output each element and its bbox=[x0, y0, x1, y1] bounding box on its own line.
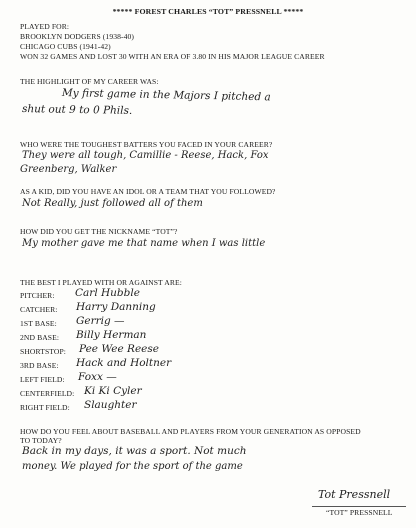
page-title: ***** FOREST CHARLES “TOT” PRESSNELL ***** bbox=[112, 7, 304, 16]
position-answer-third-base: Hack and Holtner bbox=[76, 357, 172, 369]
question-nickname: HOW DID YOU GET THE NICKNAME “TOT”? bbox=[20, 227, 178, 236]
position-label-catcher: CATCHER: bbox=[20, 305, 58, 314]
question-baseball-today-line1: HOW DO YOU FEEL ABOUT BASEBALL AND PLAYERS FROM YOUR GENERATION AS OPPOSED bbox=[20, 427, 361, 436]
position-label-left-field: LEFT FIELD: bbox=[20, 375, 65, 384]
position-answer-second-base: Billy Herman bbox=[76, 329, 147, 341]
played-for-label: PLAYED FOR: bbox=[20, 22, 70, 31]
autograph-signature: Tot Pressnell bbox=[318, 488, 391, 501]
position-answer-first-base: Gerrig — bbox=[76, 315, 125, 327]
position-answer-right-field: Slaughter bbox=[84, 399, 137, 411]
question-toughest-batters: WHO WERE THE TOUGHEST BATTERS YOU FACED IN YOUR CAREER? bbox=[20, 140, 273, 149]
question-baseball-today-line2: TO TODAY? bbox=[20, 436, 62, 445]
answer-highlight-line2: shut out 9 to 0 Phils. bbox=[21, 103, 133, 117]
position-answer-left-field: Foxx — bbox=[78, 371, 117, 383]
question-best-players: THE BEST I PLAYED WITH OR AGAINST ARE: bbox=[20, 278, 182, 287]
position-answer-centerfield: Ki Ki Cyler bbox=[84, 385, 142, 397]
printed-name: “TOT” PRESSNELL bbox=[326, 508, 393, 517]
position-label-third-base: 3RD BASE: bbox=[20, 361, 59, 370]
answer-baseball-today-line1: Back in my days, it was a sport. Not much bbox=[22, 445, 247, 457]
position-answer-shortstop: Pee Wee Reese bbox=[79, 343, 159, 355]
answer-toughest-batters-line2: Greenberg, Walker bbox=[20, 164, 117, 175]
question-idol: AS A KID, DID YOU HAVE AN IDOL OR A TEAM THAT YOU FOLLOWED? bbox=[20, 187, 276, 196]
position-label-pitcher: PITCHER: bbox=[20, 291, 55, 300]
position-label-first-base: 1ST BASE: bbox=[20, 319, 57, 328]
answer-toughest-batters-line1: They were all tough, Camillie - Reese, Hack, Fox bbox=[22, 150, 269, 161]
position-label-second-base: 2ND BASE: bbox=[20, 333, 60, 342]
player-header bbox=[20, 22, 325, 62]
team-1: BROOKLYN DODGERS (1938-40) bbox=[20, 32, 135, 41]
answer-idol: Not Really, just followed all of them bbox=[22, 198, 203, 209]
career-record: WON 32 GAMES AND LOST 30 WITH AN ERA OF 3.80 IN HIS MAJOR LEAGUE CAREER bbox=[20, 52, 325, 61]
team-2: CHICAGO CUBS (1941-42) bbox=[20, 42, 111, 51]
signature-line bbox=[312, 506, 406, 507]
question-highlight: THE HIGHLIGHT OF MY CAREER WAS: bbox=[20, 77, 159, 86]
position-label-centerfield: CENTERFIELD: bbox=[20, 389, 75, 398]
position-label-shortstop: SHORTSTOP: bbox=[20, 347, 66, 356]
answer-nickname: My mother gave me that name when I was little bbox=[22, 238, 266, 249]
answer-baseball-today-line2: money. We played for the sport of the game bbox=[22, 461, 243, 472]
position-label-right-field: RIGHT FIELD: bbox=[20, 403, 70, 412]
position-answer-catcher: Harry Danning bbox=[76, 301, 156, 313]
answer-highlight-line1: My first game in the Majors I pitched a bbox=[61, 87, 271, 104]
position-answer-pitcher: Carl Hubble bbox=[75, 287, 140, 299]
